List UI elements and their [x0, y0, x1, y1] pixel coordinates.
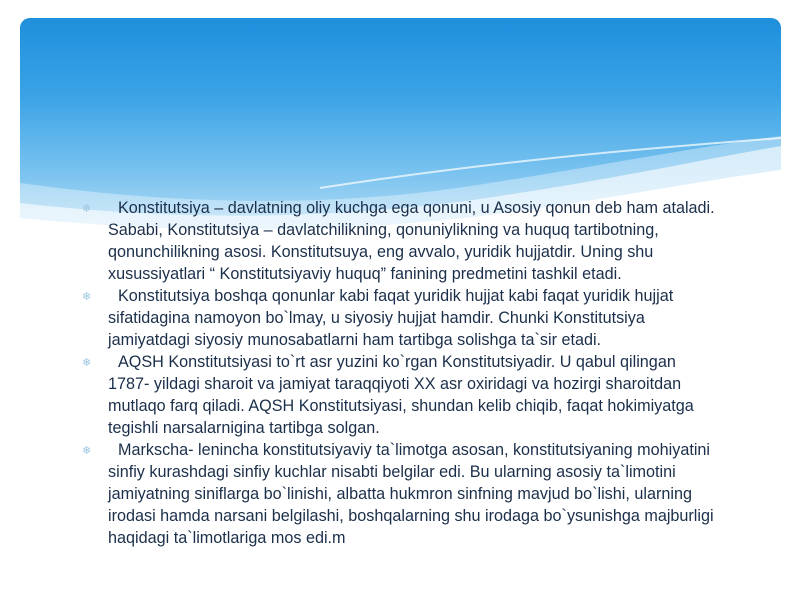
bullet-item	[80, 439, 720, 549]
snowflake-bullet-icon: ❄	[82, 203, 92, 215]
snowflake-bullet-icon: ❄	[82, 357, 92, 369]
bullet-list	[80, 197, 720, 549]
bullet-text: Markscha- lenincha konstitutsiyaviy ta`limotga asosan, konstitutsiyaning mohiyatini sinfiy kurashdagi sinfiy kuchlar nisabti belgilar edi. Bu ularning asosiy ta`limotini jamiyatning siniflarga bo`linishi, albatta hukmron sinfning mavjud bo`lishi, ularning irodasi hamda narsani belgilashi, boshqalarning shu irodaga bo`ysunishga majburligi haqidagi ta`limotlariga mos edi.m	[108, 441, 714, 547]
snowflake-bullet-icon: ❄	[82, 445, 92, 457]
bullet-item	[80, 285, 720, 351]
bullet-text: Konstitutsiya – davlatning oliy kuchga ega qonuni, u Asosiy qonun deb ham ataladi. Sababi, Konstitutsiya – davlatchilikning, qonuniylikning va huquq tartibotning, qonunchilikning asosi. Konstitutsuya, eng avvalo, yuridik hujjatdir. Uning shu xusussiyatlari “ Konstitutsiyaviy huquq” fanining predmetini tashkil etadi.	[108, 199, 715, 283]
bullet-item	[80, 197, 720, 285]
bullet-text: Konstitutsiya boshqa qonunlar kabi faqat yuridik hujjat kabi faqat yuridik hujjat sifatidagina namoyon bo`lmay, u siyosiy hujjat hamdir. Chunki Konstitutsiya jamiyatdagi siyosiy munosabatlarni ham tartibga solishga ta`sir etadi.	[108, 287, 674, 349]
bullet-text: AQSH Konstitutsiyasi to`rt asr yuzini ko`rgan Konstitutsiyadir. U qabul qilingan 1787- yildagi sharoit va jamiyat taraqqiyoti XX asr oxiridagi va hozirgi sharoitdan mutlaqo farq qiladi. AQSH Konstitutsiyasi, shundan kelib chiqib, faqat hokimiyatga tegishli narsalarnigina tartibga solgan.	[108, 353, 694, 437]
bullet-item	[80, 351, 720, 439]
snowflake-bullet-icon: ❄	[82, 291, 92, 303]
